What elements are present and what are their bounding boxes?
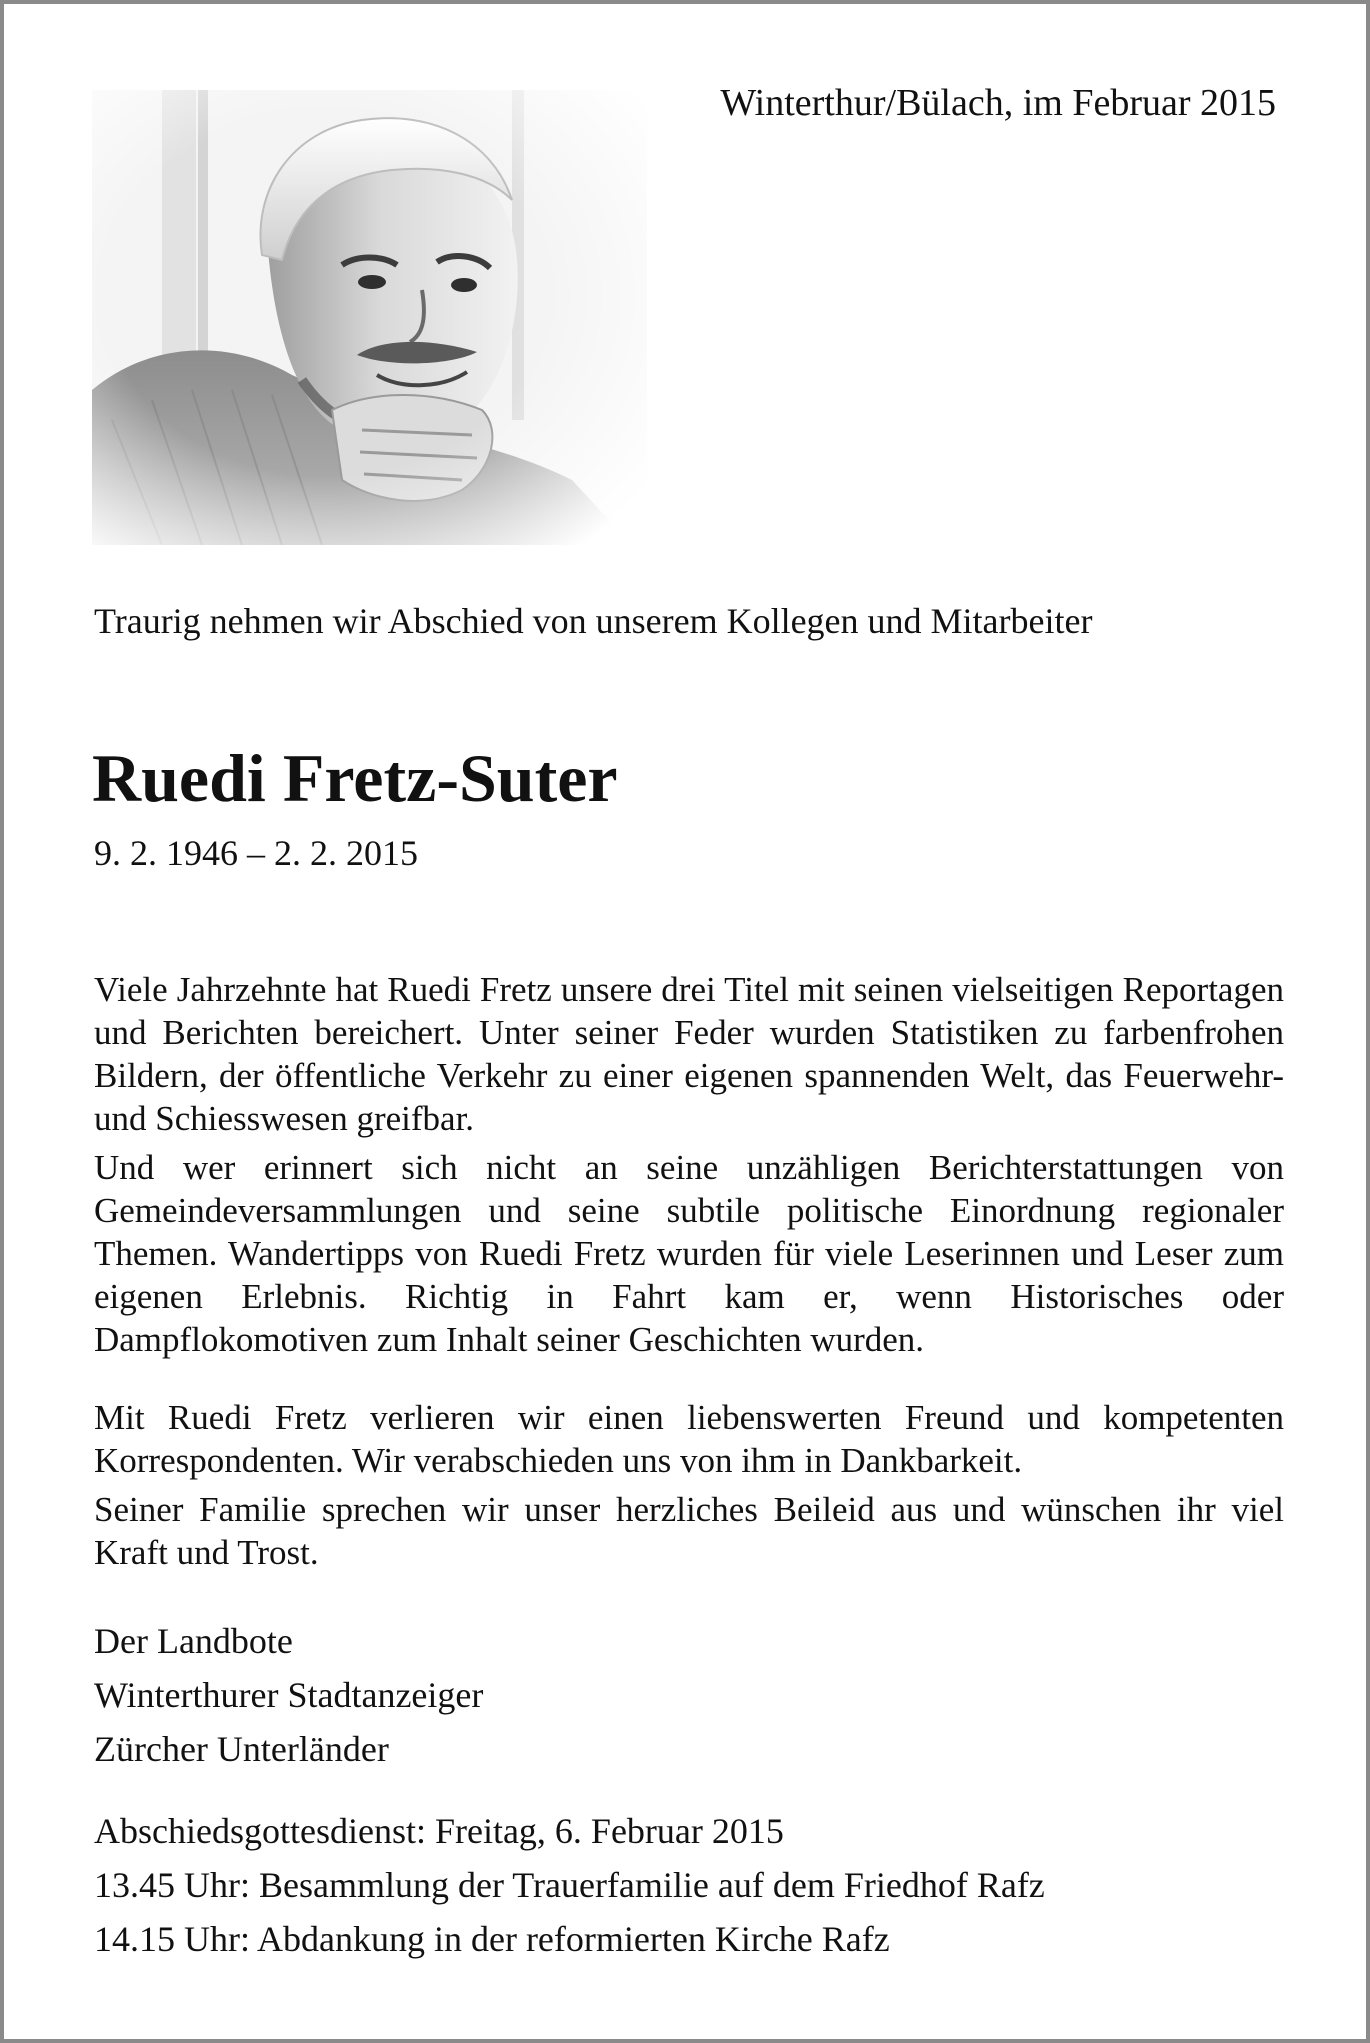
paragraph: Seiner Familie sprechen wir unser herzliches Beileid aus und wünschen ihr viel Kraft und Trost. [94,1490,1284,1572]
service-info [94,1804,1045,1966]
portrait-photo-icon [92,90,647,545]
portrait-photo [92,90,647,545]
service-line: 14.15 Uhr: Abdankung in der reformierten Kirche Rafz [94,1919,890,1959]
paragraph: Viele Jahrzehnte hat Ruedi Fretz unsere drei Titel mit seinen vielseitigen Reportagen und Berichten bereichert. Unter seiner Feder wurden Statistiken zu farbenfrohen Bildern, der öffentliche Verkehr zu einer eigenen spannenden Welt, das Feuerwehr- und Schiesswesen greifbar. [94,970,1284,1138]
paragraph: Mit Ruedi Fretz verlieren wir einen liebenswerten Freund und kompetenten Korrespondenten. Wir verabschieden uns von ihm in Dankbarkeit. [94,1398,1284,1480]
organization-name: Der Landbote [94,1621,293,1661]
paragraph: Und wer erinnert sich nicht an seine unzähligen Berichterstattungen von Gemeindeversammlungen und seine subtile politische Einordnung regionaler Themen. Wandertipps von Ruedi Fretz wurden für viele Leserinnen und Leser zum eigenen Erlebnis. Richtig in Fahrt kam er, wenn Historisches oder Dampflokomotiven zum Inhalt seiner Geschichten wurden. [94,1148,1284,1359]
service-line: 13.45 Uhr: Besammlung der Trauerfamilie auf dem Friedhof Rafz [94,1865,1045,1905]
intro-line: Traurig nehmen wir Abschied von unserem Kollegen und Mitarbeiter [94,601,1093,641]
organization-list [94,1614,483,1776]
organization-name: Zürcher Unterländer [94,1729,389,1769]
life-dates: 9. 2. 1946 – 2. 2. 2015 [94,833,418,873]
organization-name: Winterthurer Stadtanzeiger [94,1675,484,1715]
place-date: Winterthur/Bülach, im Februar 2015 [720,82,1276,124]
service-line: Abschiedsgottesdienst: Freitag, 6. Februar 2015 [94,1811,784,1851]
deceased-name: Ruedi Fretz-Suter [92,740,618,816]
